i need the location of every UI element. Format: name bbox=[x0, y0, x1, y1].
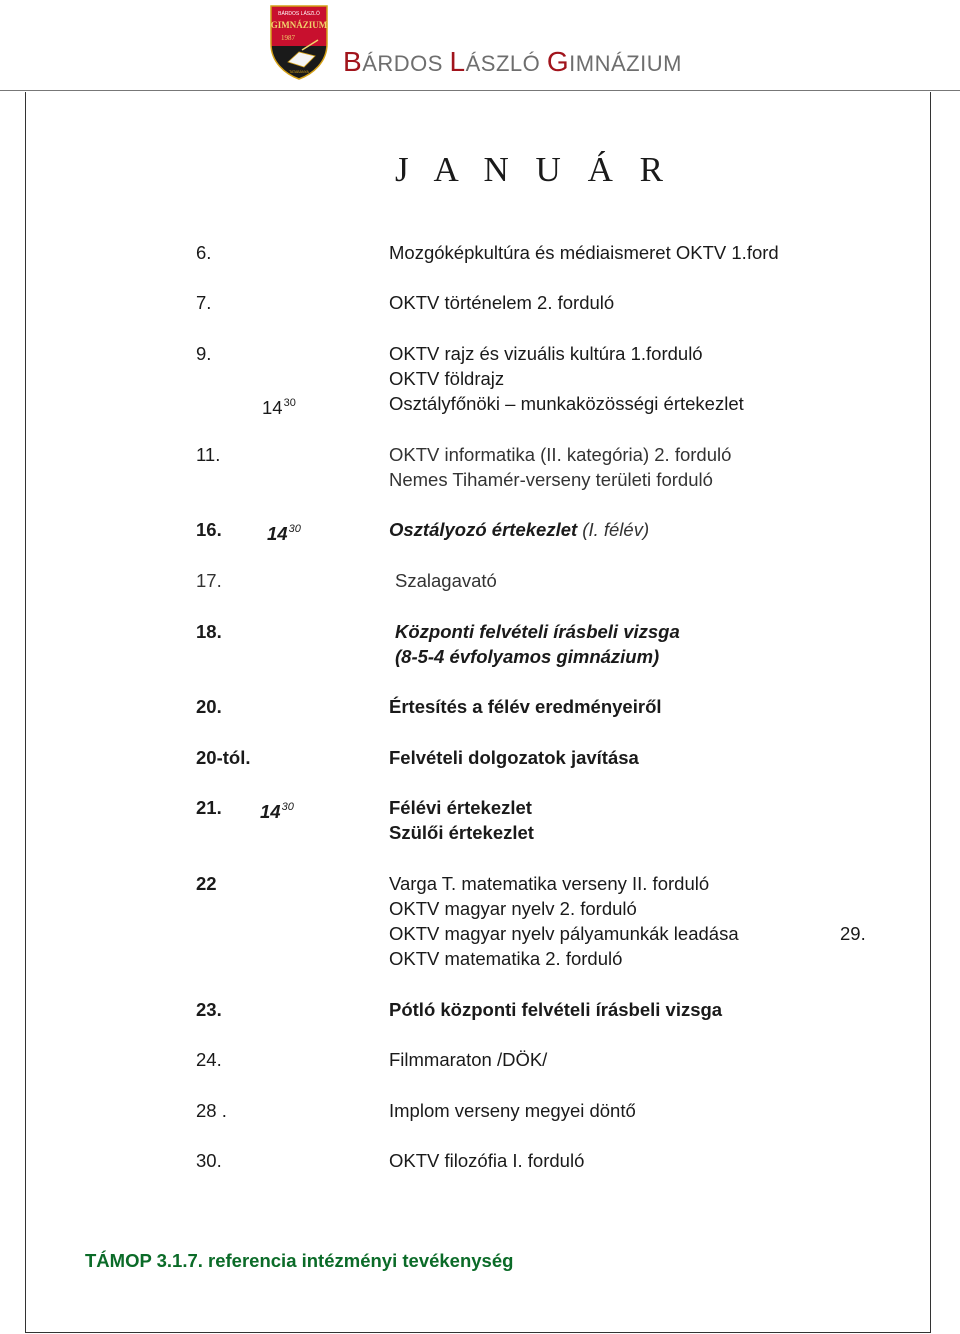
date-7: 7. bbox=[196, 292, 212, 313]
event-18-b: (8-5-4 évfolyamos gimnázium) bbox=[395, 646, 660, 667]
time-21-minute: 30 bbox=[281, 801, 294, 813]
time-16-minute: 30 bbox=[288, 523, 301, 535]
event-7: OKTV történelem 2. forduló bbox=[389, 292, 615, 313]
date-21: 21. bbox=[196, 797, 222, 818]
time-21-hour: 14 bbox=[260, 801, 281, 822]
date-20-tol: 20-tól. bbox=[196, 747, 251, 768]
date-24: 24. bbox=[196, 1049, 222, 1070]
footer-project-label: TÁMOP 3.1.7. referencia intézményi tevékenység bbox=[85, 1250, 514, 1271]
event-22-d: OKTV matematika 2. forduló bbox=[389, 948, 623, 969]
time-21 bbox=[260, 795, 294, 824]
event-16 bbox=[389, 517, 649, 542]
event-9-c: Osztályfőnöki – munkaközösségi értekezlet bbox=[389, 393, 744, 414]
date-6: 6. bbox=[196, 242, 212, 263]
event-23: Pótló központi felvételi írásbeli vizsga bbox=[389, 999, 723, 1020]
school-name bbox=[343, 46, 682, 78]
school-name-cap-2: L bbox=[449, 46, 466, 77]
date-23: 23. bbox=[196, 999, 222, 1020]
crest-year: 1987 bbox=[281, 34, 295, 42]
time-9-hour: 14 bbox=[262, 397, 283, 418]
event-22-a: Varga T. matematika verseny II. forduló bbox=[389, 873, 710, 894]
time-16-hour: 14 bbox=[267, 523, 288, 544]
school-name-rest-2: ÁSZLÓ bbox=[465, 51, 547, 76]
event-22-b: OKTV magyar nyelv 2. forduló bbox=[389, 898, 637, 919]
event-16-note: (I. félév) bbox=[577, 519, 650, 540]
crest-top-text: BÁRDOS LÁSZLÓ bbox=[278, 11, 320, 17]
event-28: Implom verseny megyei döntő bbox=[389, 1100, 636, 1121]
crest-bottom-text: TATABÁNYA bbox=[289, 70, 309, 74]
event-6: Mozgóképkultúra és médiaismeret OKTV 1.ford bbox=[389, 242, 779, 263]
event-20-tol: Felvételi dolgozatok javítása bbox=[389, 747, 639, 768]
school-name-cap-3: G bbox=[546, 46, 570, 77]
event-16-main: Osztályozó értekezlet bbox=[389, 519, 578, 540]
time-9 bbox=[262, 391, 296, 420]
date-11: 11. bbox=[196, 444, 221, 465]
date-18: 18. bbox=[196, 621, 222, 642]
event-17: Szalagavató bbox=[395, 570, 497, 591]
date-22: 22 bbox=[196, 873, 217, 894]
time-9-minute: 30 bbox=[283, 397, 296, 409]
event-9-b: OKTV földrajz bbox=[389, 368, 505, 389]
date-30: 30. bbox=[196, 1150, 222, 1171]
school-name-cap-1: B bbox=[343, 46, 363, 77]
header-divider bbox=[0, 90, 960, 91]
date-16: 16. bbox=[196, 519, 222, 540]
event-24: Filmmaraton /DÖK/ bbox=[389, 1049, 548, 1070]
event-11-b: Nemes Tihamér-verseny területi forduló bbox=[389, 469, 713, 490]
date-20: 20. bbox=[196, 696, 222, 717]
crest-main-text: GIMNÁZIUM bbox=[270, 20, 328, 30]
event-21-a: Félévi értekezlet bbox=[389, 797, 532, 818]
page-title: J A N U Á R bbox=[395, 150, 672, 189]
event-30: OKTV filozófia I. forduló bbox=[389, 1150, 585, 1171]
school-name-rest-1: ÁRDOS bbox=[362, 51, 450, 76]
event-21-b: Szülői értekezlet bbox=[389, 822, 534, 843]
school-crest-icon bbox=[268, 4, 330, 80]
event-22-c-deadline: 29. bbox=[840, 923, 866, 944]
date-9: 9. bbox=[196, 343, 212, 364]
event-22-c: OKTV magyar nyelv pályamunkák leadása bbox=[389, 923, 739, 944]
school-name-rest-3: IMNÁZIUM bbox=[569, 51, 682, 76]
event-18-a: Központi felvételi írásbeli vizsga bbox=[395, 621, 680, 642]
date-17: 17. bbox=[196, 570, 222, 591]
event-20: Értesítés a félév eredményeiről bbox=[389, 696, 662, 717]
event-9-a: OKTV rajz és vizuális kultúra 1.forduló bbox=[389, 343, 703, 364]
date-28: 28 . bbox=[196, 1100, 227, 1121]
time-16 bbox=[267, 517, 301, 546]
event-11-a: OKTV informatika (II. kategória) 2. forduló bbox=[389, 444, 732, 465]
